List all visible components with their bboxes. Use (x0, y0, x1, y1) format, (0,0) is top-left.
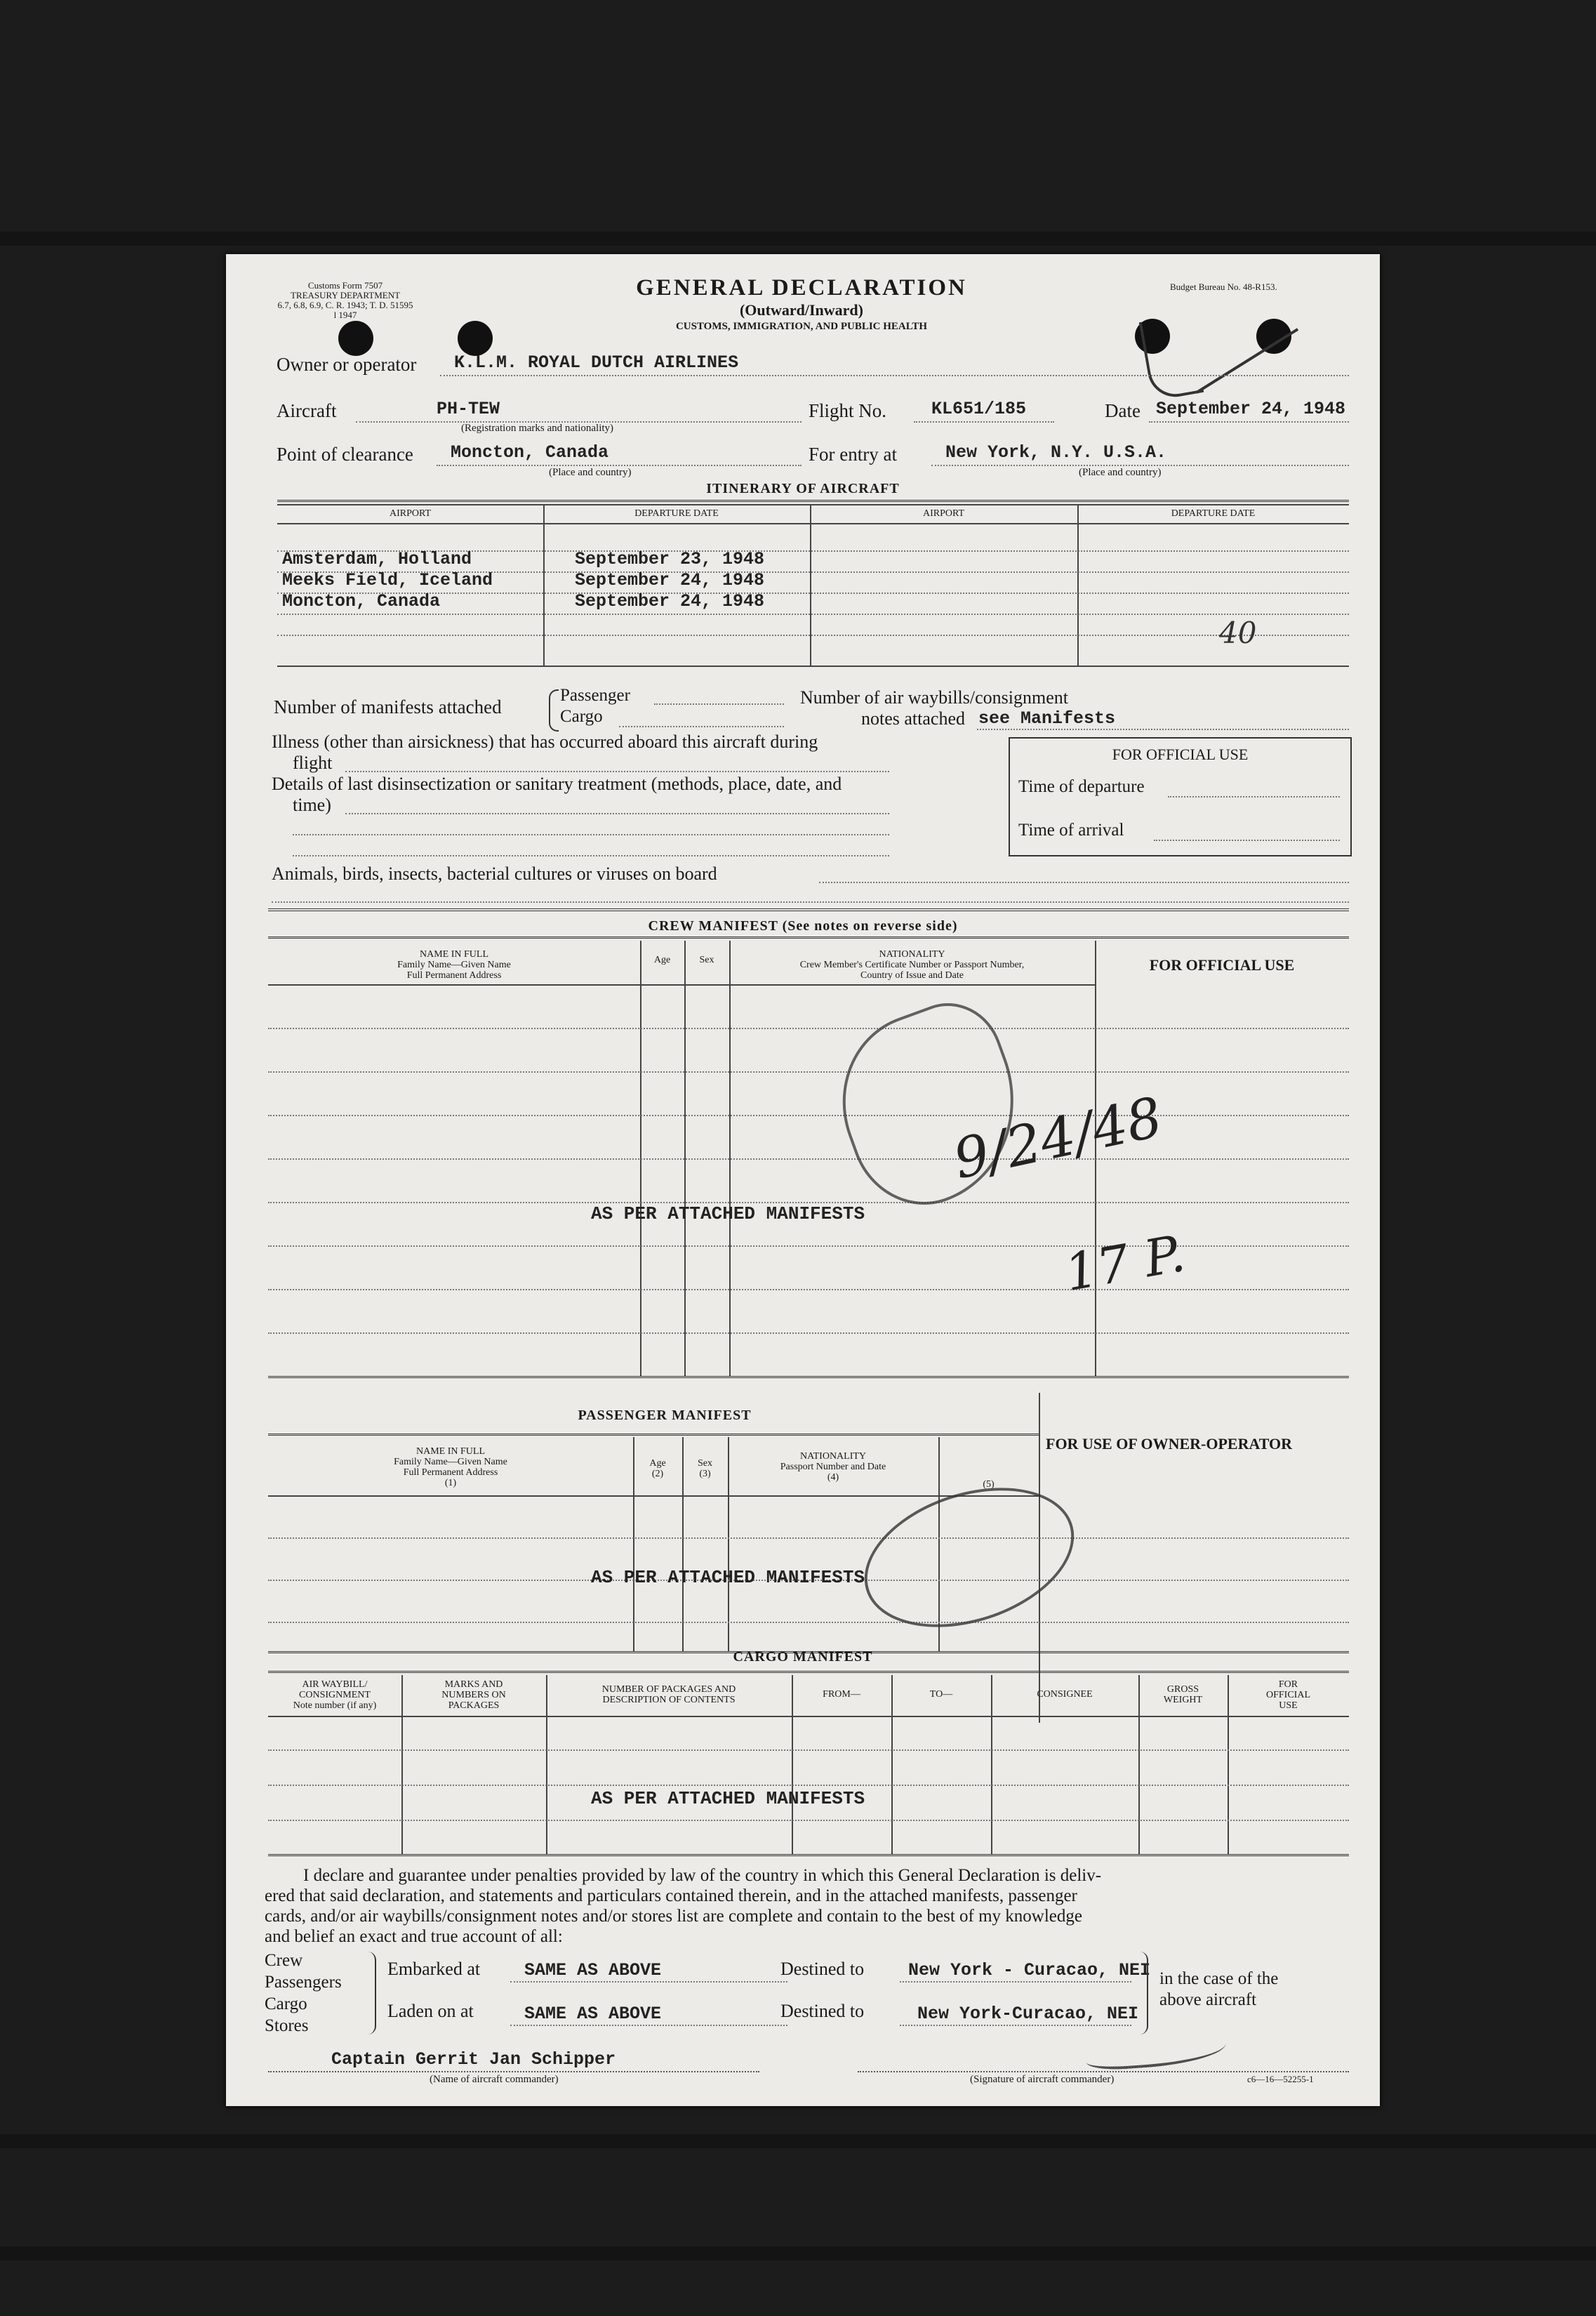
laden-value: SAME AS ABOVE (524, 2004, 662, 2024)
clearance-value: Moncton, Canada (451, 442, 609, 463)
cargo-label: Cargo (560, 707, 603, 726)
aircraft-label: Aircraft (277, 400, 337, 421)
itinerary-airport: Amsterdam, Holland (282, 549, 472, 569)
declaration-items: Crew Passengers Cargo Stores (265, 1951, 342, 2035)
owner-label: Owner or operator (277, 354, 417, 375)
signature-label: (Signature of aircraft commander) (970, 2074, 1115, 2085)
flight-value: KL651/185 (931, 399, 1027, 419)
owner-value: K.L.M. ROYAL DUTCH AIRLINES (454, 352, 739, 373)
col-date-2: DEPARTURE DATE (1171, 508, 1256, 519)
budget-number: Budget Bureau No. 48-R153. (1170, 282, 1277, 292)
laden-label: Laden on at (387, 2001, 474, 2021)
waybills-label: Number of air waybills/consignment (800, 687, 1068, 708)
animals-label: Animals, birds, insects, bacterial cultures or viruses on board (272, 863, 717, 884)
disinsect-label-2: time) (293, 795, 331, 815)
passenger-col-age: Age (2) (649, 1458, 666, 1479)
passenger-col-sex: Sex (3) (698, 1458, 712, 1479)
passenger-stamp: AS PER ATTACHED MANIFESTS (591, 1567, 865, 1588)
crew-title: CREW MANIFEST (See notes on reverse side) (648, 918, 958, 934)
crew-col-nationality: NATIONALITY Crew Member's Certificate Number or Passport Number, Country of Issue and Date (799, 949, 1025, 981)
signature-icon (1085, 2031, 1228, 2072)
cargo-col-packages: NUMBER OF PACKAGES AND DESCRIPTION OF CONTENTS (601, 1684, 736, 1705)
itinerary-airport: Moncton, Canada (282, 591, 441, 611)
crew-col-sex: Sex (699, 955, 714, 965)
cargo-col-consignee: CONSIGNEE (1037, 1689, 1093, 1700)
official-use-box (1009, 737, 1352, 856)
itinerary-title: ITINERARY OF AIRCRAFT (706, 481, 900, 496)
pen-stroke-icon (1196, 328, 1298, 393)
cargo-col-from: FROM— (823, 1689, 860, 1700)
date-value: September 24, 1948 (1156, 399, 1346, 419)
cargo-col-waybill: AIR WAYBILL/ CONSIGNMENT Note number (if any) (293, 1679, 377, 1711)
commander-name: Captain Gerrit Jan Schipper (331, 2049, 616, 2070)
clearance-label: Point of clearance (277, 444, 413, 465)
col-airport-1: AIRPORT (389, 508, 432, 519)
passenger-col-5: (5) (983, 1479, 995, 1490)
signature-scribble-icon (817, 988, 1045, 1225)
cargo-col-official: FOR OFFICIAL USE (1265, 1679, 1310, 1711)
handwritten-number: 40 (1219, 616, 1257, 650)
crew-col-name: NAME IN FULL Family Name—Given Name Full Permanent Address (397, 949, 511, 981)
crew-stamp: AS PER ATTACHED MANIFESTS (591, 1203, 865, 1224)
direction: (Outward/Inward) (739, 301, 863, 319)
waybills-label-2: notes attached (861, 708, 965, 729)
destination-value-2: New York-Curacao, NEI (917, 2004, 1139, 2024)
entry-note: (Place and country) (1079, 467, 1162, 478)
case-label-2: above aircraft (1159, 1990, 1257, 2009)
time-arrival-label: Time of arrival (1018, 821, 1124, 840)
punch-hole (458, 321, 493, 356)
illness-label-2: flight (293, 753, 333, 773)
aircraft-value: PH-TEW (437, 399, 500, 419)
check-mark-icon (1139, 313, 1204, 401)
handwritten-date: 9/24/48 (947, 1085, 1168, 1192)
destination-value: New York - Curacao, NEI (908, 1960, 1151, 1980)
destined-label: Destined to (780, 2001, 865, 2021)
cargo-col-weight: GROSS WEIGHT (1163, 1684, 1203, 1705)
declaration-text: I declare and guarantee under penalties provided by law of the country in which this General Declaration is deliv- ered that said declaration, and statements and particulars contained therein, and in the attached manifests, passenger cards, and/or air waybills/consignment notes and/or stores list are complete and contain to the best of my knowledge and belief an exact and true account of all: (265, 1866, 1102, 1946)
crew-col-age: Age (653, 955, 671, 965)
col-date-1: DEPARTURE DATE (634, 508, 719, 519)
official-use-title: FOR OFFICIAL USE (1112, 746, 1249, 763)
embarked-label: Embarked at (387, 1959, 481, 1979)
print-code: c6—16—52255-1 (1247, 2074, 1314, 2084)
itinerary-date: September 24, 1948 (575, 591, 765, 611)
cargo-col-marks: MARKS AND NUMBERS ON PACKAGES (441, 1679, 506, 1711)
waybills-value: see Manifests (978, 708, 1116, 729)
itinerary-airport: Meeks Field, Iceland (282, 570, 493, 590)
commander-label: (Name of aircraft commander) (430, 2074, 559, 2085)
form-number: Customs Form 7507 TREASURY DEPARTMENT 6.7, 6.8, 6.9, C. R. 1943; T. D. 51595 l 1947 (277, 280, 413, 320)
form-heading (605, 275, 998, 333)
case-label: in the case of the (1159, 1969, 1279, 1988)
passenger-label: Passenger (560, 686, 630, 705)
date-label: Date (1105, 400, 1141, 421)
passenger-col-nationality: NATIONALITY Passport Number and Date (4) (780, 1451, 886, 1483)
itinerary-date: September 23, 1948 (575, 549, 765, 569)
circled-check-icon (846, 1463, 1091, 1652)
crew-official-use: FOR OFFICIAL USE (1149, 956, 1295, 974)
declaration-form (226, 254, 1380, 2106)
illness-label: Illness (other than airsickness) that has occurred aboard this aircraft during (272, 732, 818, 752)
cargo-col-to: TO— (929, 1689, 953, 1700)
owner-operator-use: FOR USE OF OWNER-OPERATOR (1046, 1435, 1293, 1453)
punch-hole (338, 321, 373, 356)
passenger-title: PASSENGER MANIFEST (578, 1408, 752, 1423)
time-departure-label: Time of departure (1018, 777, 1145, 796)
disinsect-label: Details of last disinsectization or sanitary treatment (methods, place, date, and (272, 774, 842, 794)
cargo-stamp: AS PER ATTACHED MANIFESTS (591, 1788, 865, 1809)
embarked-value: SAME AS ABOVE (524, 1960, 662, 1980)
col-airport-2: AIRPORT (922, 508, 965, 519)
cargo-title: CARGO MANIFEST (733, 1649, 873, 1665)
aircraft-note: (Registration marks and nationality) (461, 423, 614, 434)
entry-label: For entry at (809, 444, 897, 465)
manifests-label: Number of manifests attached (274, 696, 502, 717)
agency-line: CUSTOMS, IMMIGRATION, AND PUBLIC HEALTH (675, 321, 928, 332)
destined-label: Destined to (780, 1959, 865, 1979)
flight-label: Flight No. (809, 400, 887, 421)
page-title: GENERAL DECLARATION (636, 275, 967, 300)
clearance-note: (Place and country) (549, 467, 632, 478)
entry-value: New York, N.Y. U.S.A. (945, 442, 1167, 463)
passenger-col-name: NAME IN FULL Family Name—Given Name Full Permanent Address (1) (394, 1446, 507, 1488)
itinerary-date: September 24, 1948 (575, 570, 765, 590)
handwritten-initials: 17 P. (1060, 1223, 1190, 1303)
